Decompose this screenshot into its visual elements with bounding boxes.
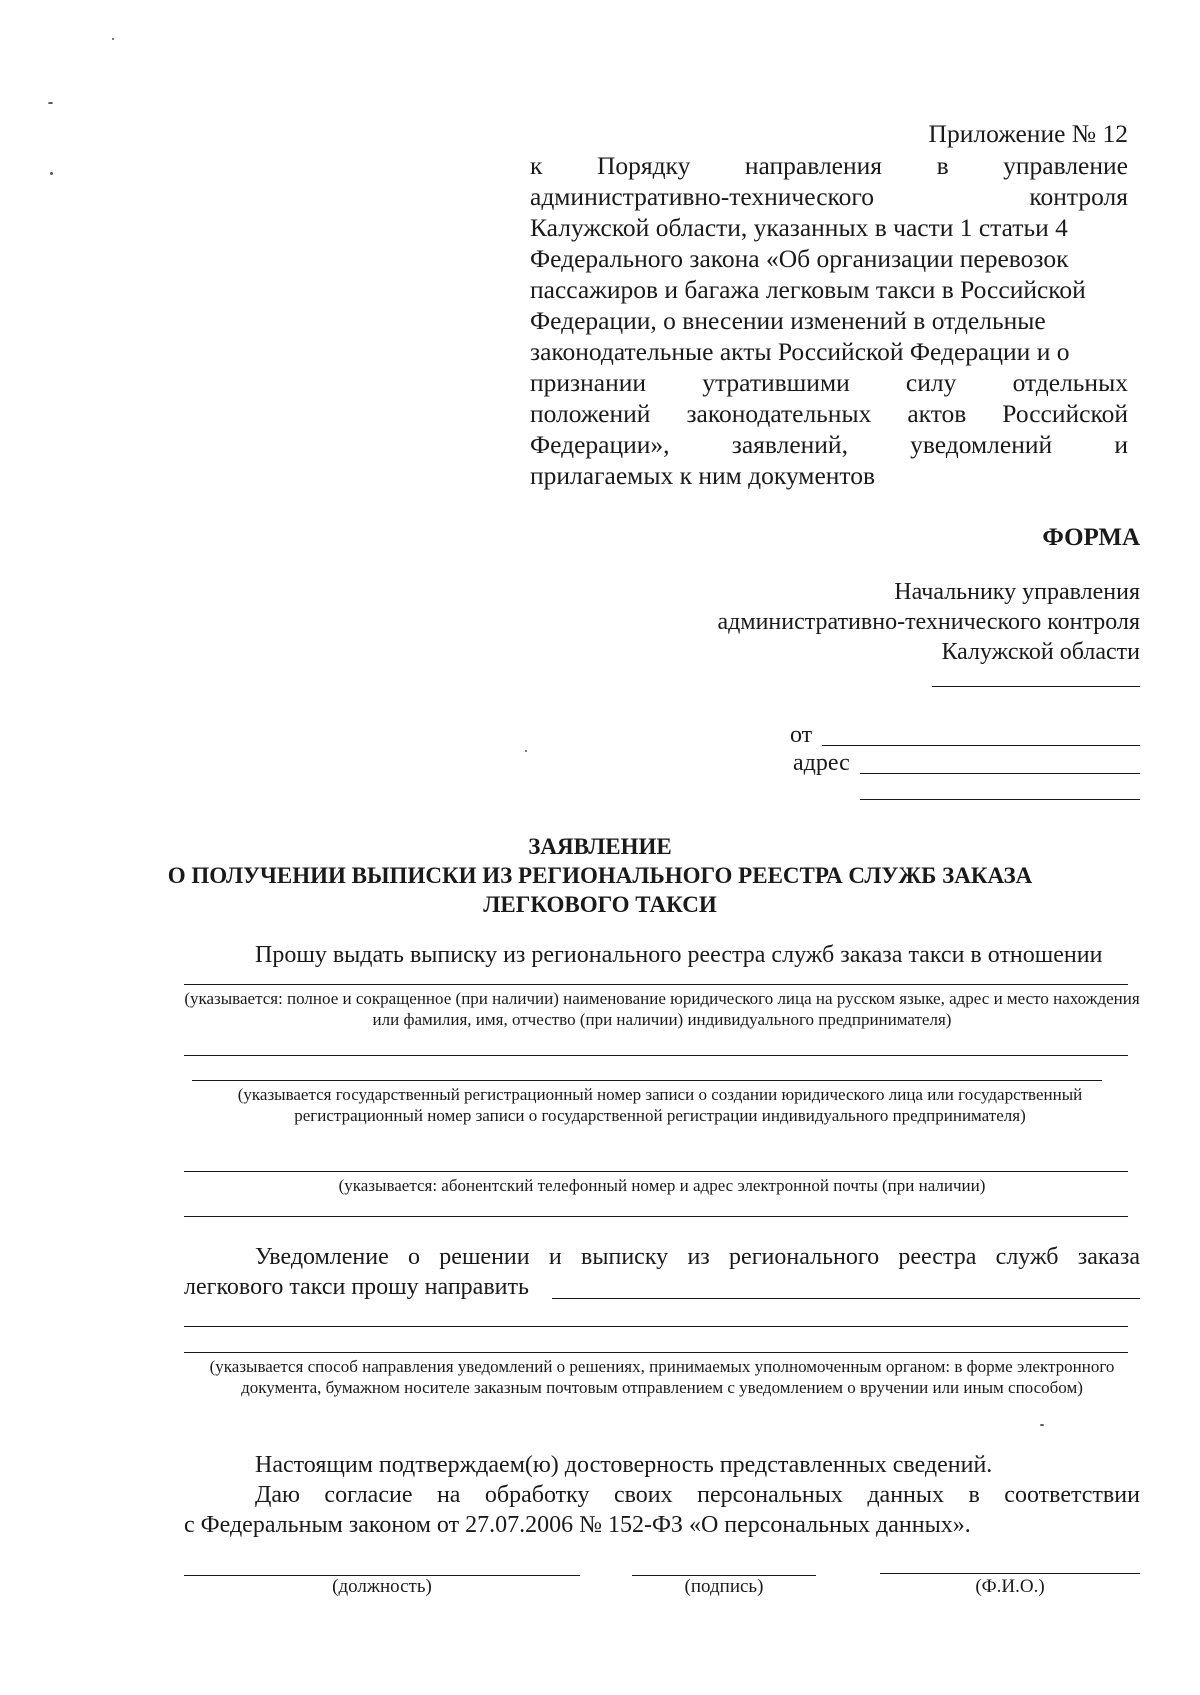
full-name-caption: (Ф.И.О.)	[975, 1576, 1045, 1597]
delivery-method-field-continued[interactable]	[184, 1352, 1128, 1353]
consent-word: персональных	[697, 1482, 843, 1508]
notification-word: выписку	[581, 1244, 669, 1270]
scan-speck	[48, 102, 53, 104]
appendix-word: положений	[530, 399, 651, 428]
appendix-line	[530, 429, 1128, 460]
delivery-method-field[interactable]	[552, 1298, 1140, 1299]
consent-word: своих	[613, 1482, 673, 1508]
form-label: ФОРМА	[1042, 524, 1140, 551]
appendix-line: прилагаемых к ним документов	[530, 461, 876, 490]
appendix-line: законодательные акты Российской Федерации и о	[530, 337, 1070, 366]
consent-word: на	[436, 1482, 461, 1508]
appendix-line: Федерации, о внесении изменений в отдельные	[530, 306, 1046, 335]
consent-line: с Федеральным законом от 27.07.2006 № 152-ФЗ «О персональных данных».	[184, 1512, 971, 1538]
signature-caption: (подпись)	[684, 1576, 764, 1597]
appendix-word: и	[1114, 430, 1128, 459]
notification-word: о	[408, 1244, 421, 1270]
entity-name-field-continued[interactable]	[184, 1055, 1128, 1056]
appendix-word: Порядку	[596, 151, 691, 180]
appendix-word: к	[530, 151, 543, 180]
notification-word: заказа	[1077, 1244, 1140, 1270]
request-text: Прошу выдать выписку из регионального реестра служб заказа такси в отношении	[255, 942, 1103, 968]
consent-word: согласие	[324, 1482, 413, 1508]
appendix-line: Федерального закона «Об организации перевозок	[530, 244, 1069, 273]
appendix-word: утратившими	[702, 368, 850, 397]
notification-word: из	[687, 1244, 710, 1270]
notification-word: Уведомление	[255, 1244, 389, 1270]
delivery-method-caption: (указывается способ направления уведомлений о решениях, принимаемых уполномоченным органом: в форме электронного документа, бумажном носителе заказным почтовым отправлением с уведомлением о вручении или иным способом)	[209, 1357, 1115, 1397]
address-field[interactable]	[860, 773, 1140, 774]
addressee-name-field[interactable]	[932, 686, 1140, 687]
appendix-word: признании	[530, 368, 647, 397]
appendix-line	[530, 181, 1128, 212]
appendix-line	[530, 398, 1128, 429]
appendix-word: Российской	[1002, 399, 1128, 428]
appendix-word: актов	[907, 399, 967, 428]
application-subtitle-line2: ЛЕГКОВОГО ТАКСИ	[483, 892, 717, 917]
registration-number-caption: (указывается государственный регистрационный номер записи о создании юридического лица или государственный регистрационный номер записи о государственной регистрации индивидуального предпринимателя)	[237, 1085, 1083, 1125]
notification-line	[255, 1242, 1140, 1272]
full-name-field[interactable]	[880, 1573, 1140, 1574]
addressee-line: административно-технического контроля	[717, 609, 1140, 635]
appendix-word: административно-технического	[530, 182, 874, 211]
appendix-word: уведомлений	[910, 430, 1053, 459]
notification-line: легкового такси прошу направить	[184, 1274, 529, 1300]
consent-word: соответствии	[1004, 1482, 1140, 1508]
appendix-word: направления	[744, 151, 883, 180]
appendix-line	[530, 367, 1128, 398]
consent-line	[255, 1480, 1140, 1510]
notification-word: и	[548, 1244, 562, 1270]
consent-word: в	[968, 1482, 980, 1508]
consent-word: данных	[867, 1482, 945, 1508]
entity-name-caption: (указывается: полное и сокращенное (при наличии) наименование юридического лица на русском языке, адрес и место нахождения или фамилия, имя, отчество (при наличии) индивидуального предпринимателя)	[184, 989, 1140, 1029]
contacts-field[interactable]	[184, 1171, 1128, 1172]
contacts-field-continued[interactable]	[184, 1216, 1128, 1217]
registration-number-field[interactable]	[192, 1080, 1102, 1081]
appendix-word: заявлений,	[731, 430, 848, 459]
appendix-word: отдельных	[1012, 368, 1128, 397]
notification-word: регионального	[729, 1244, 880, 1270]
appendix-word: Федерации»,	[530, 430, 670, 459]
appendix-line	[530, 150, 1128, 181]
from-label: от	[790, 722, 813, 748]
appendix-word: управление	[1003, 151, 1128, 180]
scan-speck	[50, 172, 53, 175]
addressee-line: Начальнику управления	[894, 579, 1140, 605]
consent-word: Даю	[255, 1482, 300, 1508]
scan-speck	[112, 38, 114, 40]
delivery-method-field-continued[interactable]	[184, 1326, 1128, 1327]
contacts-caption: (указывается: абонентский телефонный номер и адрес электронной почты (при наличии)	[338, 1176, 986, 1195]
appendix-word: в	[936, 151, 949, 180]
appendix-word: законодательных	[686, 399, 872, 428]
consent-word: обработку	[484, 1482, 590, 1508]
notification-word: реестра	[898, 1244, 977, 1270]
application-subtitle: О ПОЛУЧЕНИИ ВЫПИСКИ ИЗ РЕГИОНАЛЬНОГО РЕЕСТРА СЛУЖБ ЗАКАЗА	[167, 863, 1033, 888]
address-label: адрес	[793, 750, 850, 776]
notification-word: решении	[439, 1244, 530, 1270]
appendix-line: Калужской области, указанных в части 1 статьи 4	[530, 213, 1068, 242]
appendix-line: пассажиров и багажа легковым такси в Российской	[530, 275, 1086, 304]
appendix-word: силу	[905, 368, 957, 397]
confirmation-text: Настоящим подтверждаем(ю) достоверность представленных сведений.	[255, 1452, 993, 1478]
from-field[interactable]	[822, 745, 1140, 746]
address-field-continued[interactable]	[860, 799, 1140, 800]
notification-word: служб	[995, 1244, 1059, 1270]
addressee-line: Калужской области	[941, 639, 1140, 665]
application-title: ЗАЯВЛЕНИЕ	[528, 834, 672, 859]
appendix-word: контроля	[1029, 182, 1128, 211]
scan-speck	[525, 750, 527, 752]
position-caption: (должность)	[332, 1576, 432, 1597]
scan-speck	[1040, 1424, 1044, 1426]
appendix-title: Приложение № 12	[928, 119, 1128, 148]
entity-name-field[interactable]	[184, 984, 1128, 985]
